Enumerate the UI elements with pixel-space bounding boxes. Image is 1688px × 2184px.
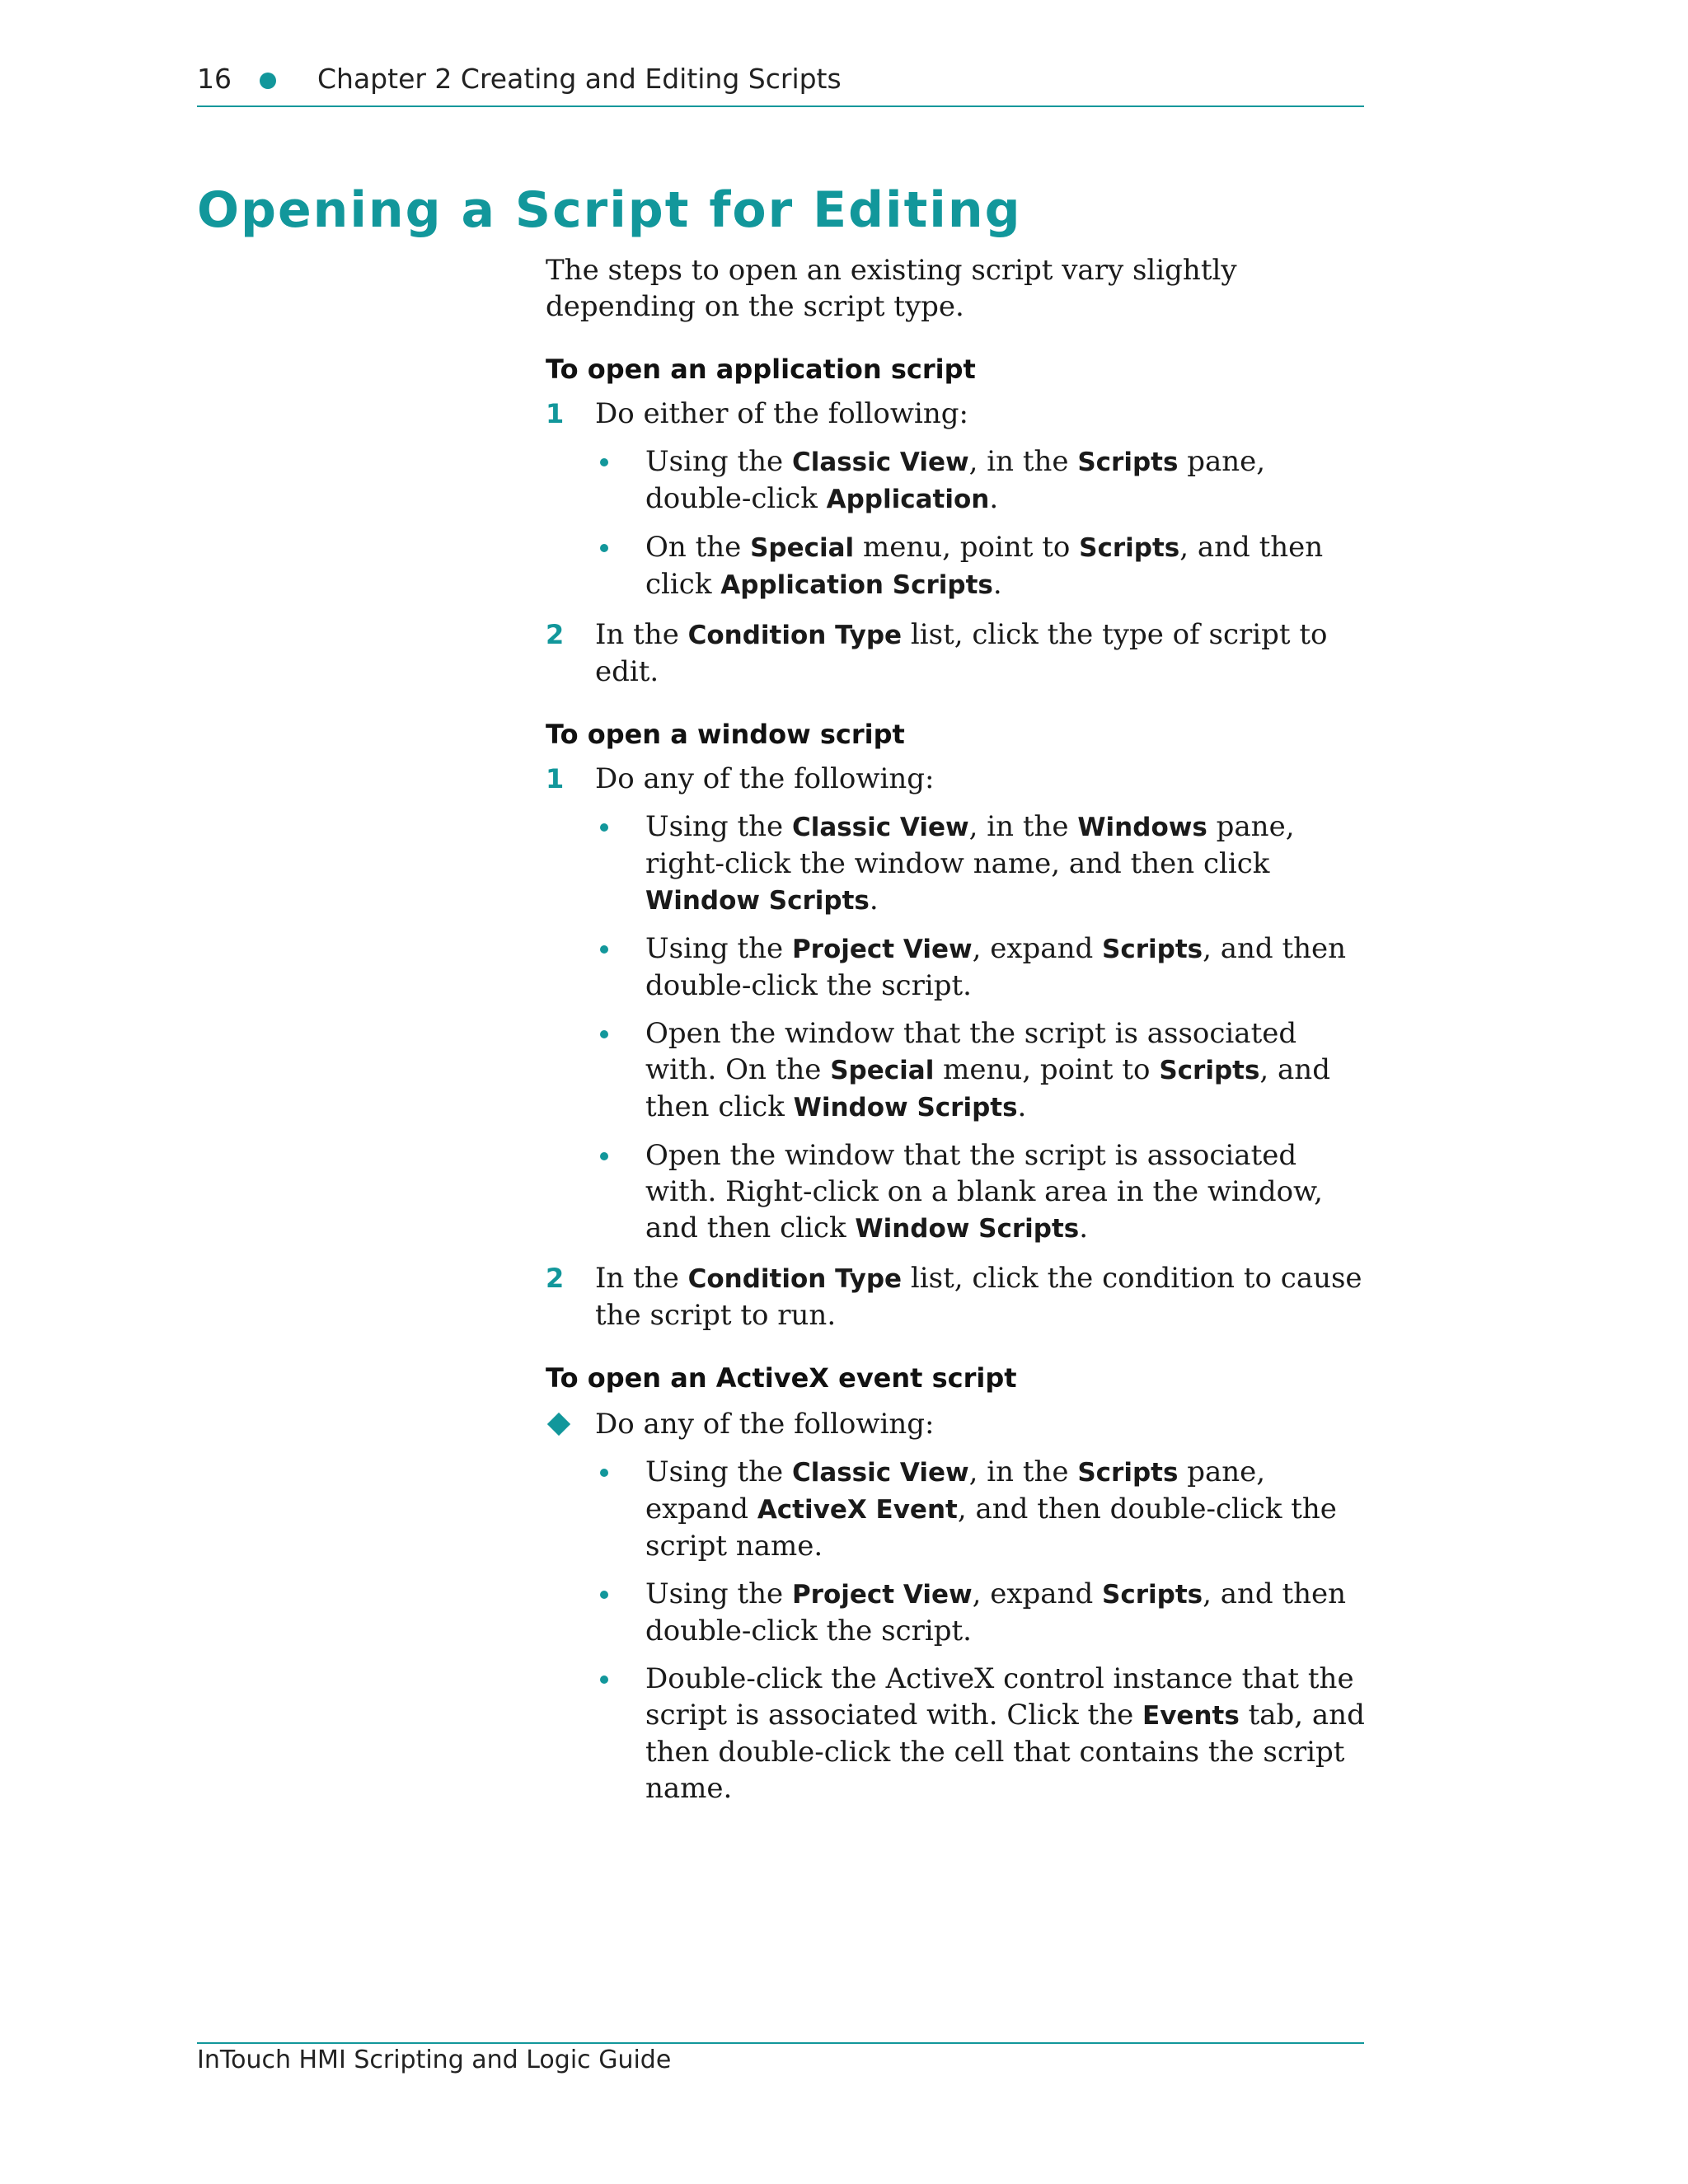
bullet-text: On the Special menu, point to Scripts, and then click Application Scripts. [645,531,1324,601]
step-number: 1 [546,398,565,429]
bullet-text: Open the window that the script is associated with. On the Special menu, point to Scripts, and then click Window Scripts. [645,1017,1330,1123]
bullet-item [546,1015,1370,1126]
step-text: Do any of the following: [595,1408,935,1441]
ui-term: Window Scripts [793,1093,1018,1122]
ui-term: Condition Type [687,1264,903,1294]
intro-paragraph: The steps to open an existing script vary slightly depending on the script type. [546,254,1237,323]
step-item [546,396,1370,432]
bullet-text: Using the Classic View, in the Scripts pane, expand ActiveX Event, and then double-click the script name. [645,1455,1337,1563]
section-window-script [546,718,1370,1333]
bullet-icon [600,1030,608,1038]
bullet-text: Double-click the ActiveX control instance that the script is associated with. Click the Events tab, and then double-click the cell that contains the script name. [645,1662,1365,1805]
bullet-item [546,1454,1370,1564]
bullet-icon [600,945,608,954]
step-number: 2 [546,619,565,650]
ui-term: Project View [791,1580,973,1610]
footer-rule [197,2042,1364,2044]
step-item [546,616,1370,690]
ui-term: Special [750,533,855,563]
section-application-script [546,353,1370,690]
bullet-icon [600,544,608,552]
page-number: 16 [197,63,232,95]
ui-term: Project View [791,935,973,964]
bullet-icon [600,1152,608,1160]
footer-title: InTouch HMI Scripting and Logic Guide [197,2046,672,2074]
bullet-icon [600,1469,608,1477]
ui-term: Scripts [1102,935,1203,964]
step-item [546,1406,1370,1442]
step-number: 2 [546,1263,565,1294]
ui-term: Scripts [1077,448,1179,477]
bullet-text: Using the Project View, expand Scripts, and then double-click the script. [645,1577,1347,1647]
ui-term: Special [830,1056,935,1085]
ui-term: Classic View [791,448,969,477]
bullet-item [546,443,1370,518]
step-item [546,761,1370,797]
bullet-icon [600,1591,608,1599]
bullet-text: Open the window that the script is associated with. Right-click on a blank area in the window, and then click Window Scripts. [645,1139,1323,1244]
ui-term: Application [826,485,990,514]
ui-term: Window Scripts [645,886,870,916]
page-title: Opening a Script for Editing [197,181,1022,239]
step-item [546,1260,1370,1333]
procedure-heading: To open an ActiveX event script [546,1362,1017,1394]
bullet-item [546,529,1370,603]
ui-term: Events [1142,1701,1240,1731]
bullet-text: Using the Classic View, in the Windows pane, right-click the window name, and then click Window Scripts. [645,810,1295,916]
main-content [546,252,1370,1807]
bullet-item [546,1576,1370,1649]
procedure-heading: To open a window script [546,719,905,750]
step-text: In the Condition Type list, click the condition to cause the script to run. [595,1262,1362,1332]
bullet-text: Using the Classic View, in the Scripts pane, double-click Application. [645,445,1266,515]
header-dot-icon [260,73,276,89]
bullet-icon [600,458,608,466]
bullet-item [546,930,1370,1004]
ui-term: Scripts [1079,533,1180,563]
bullet-text: Using the Project View, expand Scripts, and then double-click the script. [645,932,1347,1002]
ui-term: Classic View [791,813,969,842]
bullet-icon [600,1675,608,1684]
bullet-item [546,808,1370,919]
procedure-heading: To open an application script [546,354,976,385]
ui-term: Window Scripts [855,1214,1080,1244]
bullet-item [546,1137,1370,1247]
step-text: In the Condition Type list, click the type of script to edit. [595,618,1328,688]
chapter-title: Chapter 2 Creating and Editing Scripts [317,63,842,95]
ui-term: Condition Type [687,621,903,650]
ui-term: Application Scripts [720,570,993,600]
ui-term: Scripts [1077,1458,1179,1488]
running-header [197,61,1364,107]
step-text: Do either of the following: [595,397,968,430]
step-text: Do any of the following: [595,762,935,795]
section-activex-script [546,1361,1370,1807]
bullet-icon [600,823,608,832]
ui-term: Classic View [791,1458,969,1488]
ui-term: Windows [1077,813,1207,842]
ui-term: Scripts [1102,1580,1203,1610]
ui-term: Scripts [1159,1056,1260,1085]
bullet-item [546,1661,1370,1807]
ui-term: ActiveX Event [757,1495,958,1525]
step-number: 1 [546,763,565,794]
diamond-bullet-icon [547,1413,570,1436]
